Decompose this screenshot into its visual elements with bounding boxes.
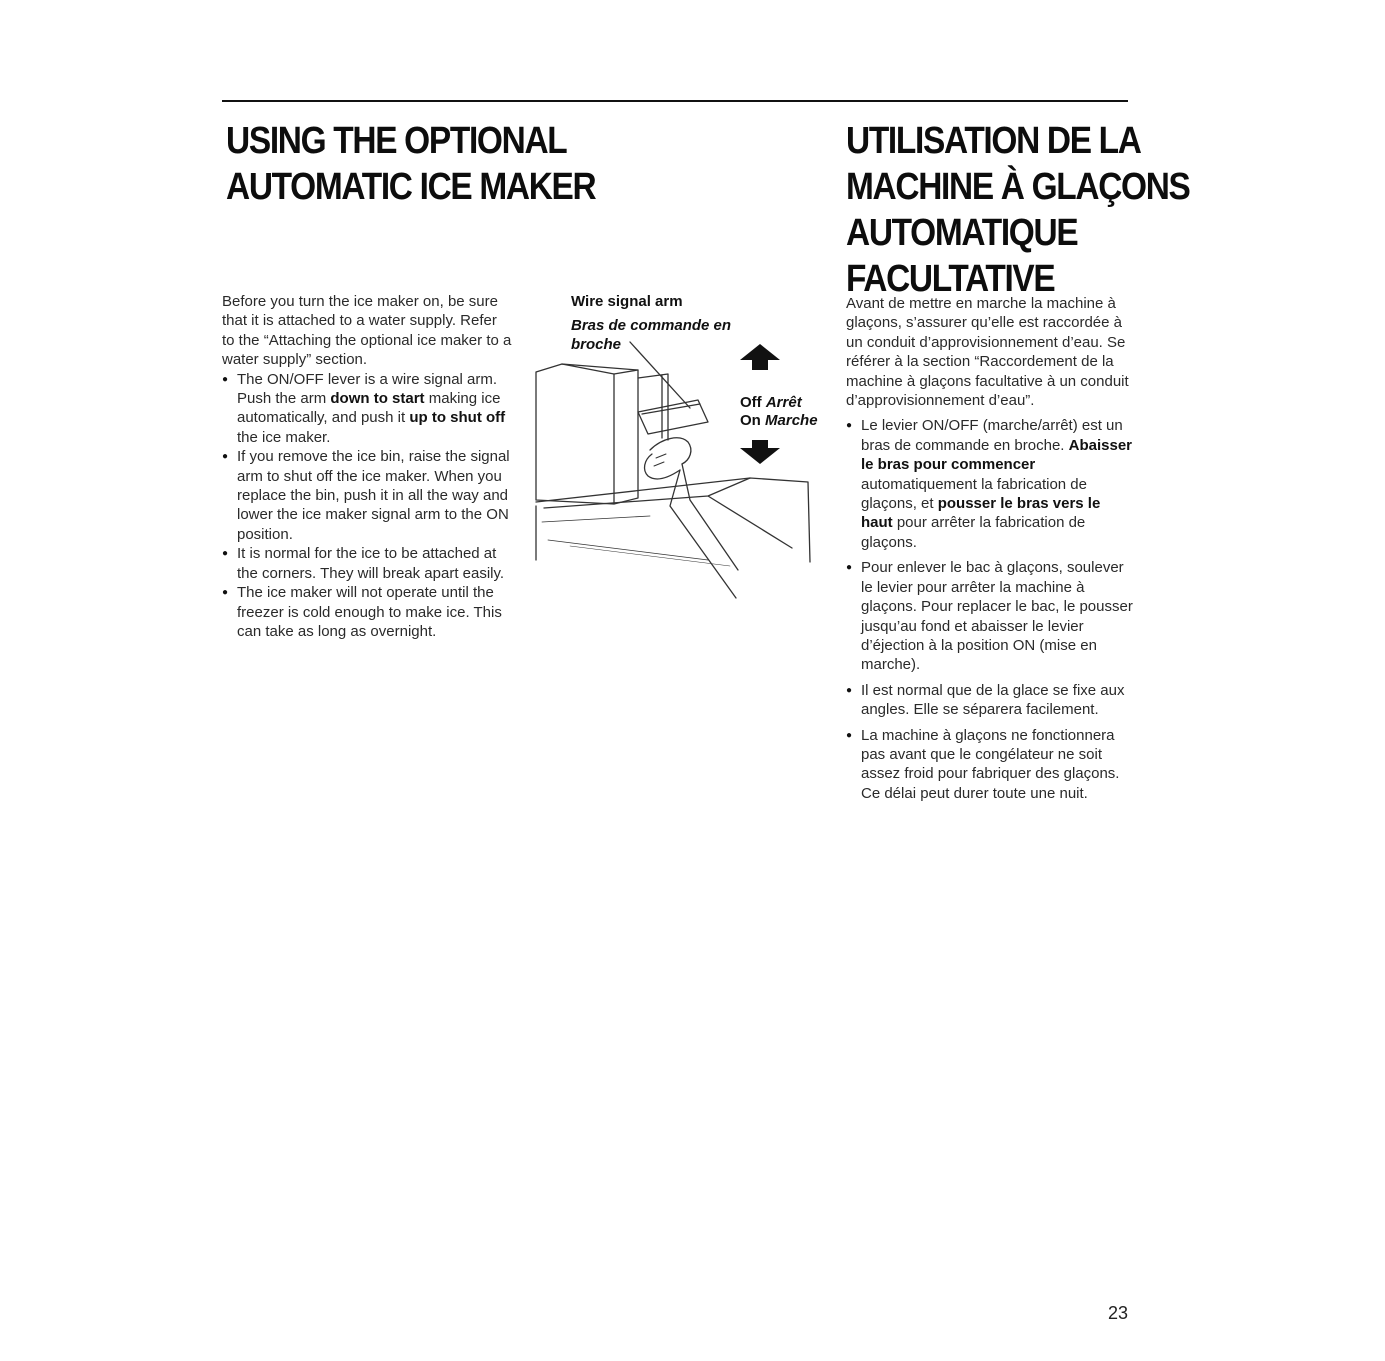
text-run: the ice maker. — [237, 428, 331, 446]
list-item: ● La machine à glaçons ne fonctionnera pas avant que le congélateur ne soit assez froid pour fabriquer des glaçons. Ce délai peut durer toute une nuit. — [846, 726, 1136, 804]
ice-maker-illustration — [530, 330, 830, 600]
list-item: ● It is normal for the ice to be attached at the corners. They will break apart easily. — [222, 544, 512, 583]
list-item: ● The ice maker will not operate until the freezer is cold enough to make ice. This can take as long as overnight. — [222, 583, 512, 641]
text-run: automatiquement la fabrication de glaçons, et — [861, 475, 1087, 513]
top-rule — [222, 100, 1128, 102]
page-title-french — [846, 118, 1190, 302]
emphasis: up to shut off — [409, 409, 506, 427]
title-line: MACHINE À GLAÇONS — [846, 166, 1190, 208]
list-item: ● If you remove the ice bin, raise the signal arm to shut off the ice maker. When you replace the bin, push it in all the way and lower the ice maker signal arm to the ON position. — [222, 447, 512, 544]
figure-label-wire-signal-arm: Wire signal arm — [571, 293, 683, 310]
french-column — [846, 294, 1136, 803]
intro-paragraph: Avant de mettre en marche la machine à glaçons, s’assurer qu’elle est raccordée à un conduit d’approvisionnement d’eau. Se référer à la section “Raccordement de la machine à glaçons facultative à un conduit d’approvisionnement d’eau”. — [846, 295, 1129, 410]
title-line: USING THE OPTIONAL — [226, 120, 567, 162]
on-label-fr: Marche — [765, 412, 818, 429]
off-label-fr: Arrêt — [765, 394, 802, 411]
text-run: Le levier ON/OFF (marche/arrêt) est un bras de commande en broche. — [861, 417, 1123, 454]
list-item — [846, 416, 1136, 552]
title-line: AUTOMATIQUE — [846, 212, 1078, 254]
text-run: The ON/OFF lever is a wire signal arm. Push the arm — [237, 370, 498, 408]
english-column — [222, 292, 512, 641]
title-line: AUTOMATIC ICE MAKER — [226, 166, 596, 208]
figure-label-bras-de-commande: Bras de commande en broche — [571, 317, 732, 353]
title-line: FACULTATIVE — [846, 258, 1055, 300]
text-run: making ice automatically, and push it — [237, 390, 501, 427]
page-number: 23 — [1108, 1303, 1129, 1323]
title-line: UTILISATION DE LA — [846, 120, 1141, 162]
list-item: ● Pour enlever le bac à glaçons, soulever le levier pour arrêter la machine à glaçons. Pour replacer le bac, le pousser jusqu’au fond et abaisser le levier d’éjection à la position ON (mise en marche). — [846, 558, 1136, 674]
page-title-english — [226, 118, 595, 210]
emphasis: pousser le bras vers le haut — [861, 495, 1101, 532]
intro-paragraph: Before you turn the ice maker on, be sure that it is attached to a water supply. Refer to the “Attaching the optional ice maker to a water supply” section. — [222, 293, 512, 369]
instruction-list — [846, 416, 1136, 803]
emphasis: Abaisser le bras pour commencer — [861, 436, 1132, 474]
list-item — [222, 370, 512, 448]
list-item: ● Il est normal que de la glace se fixe aux angles. Elle se séparera facilement. — [846, 681, 1136, 720]
on-label-en: On — [740, 412, 761, 429]
off-label-en: Off — [740, 394, 762, 411]
instruction-list — [222, 370, 512, 642]
text-run: pour arrêter la fabrication de glaçons. — [861, 514, 1086, 551]
emphasis: down to start — [330, 390, 425, 408]
